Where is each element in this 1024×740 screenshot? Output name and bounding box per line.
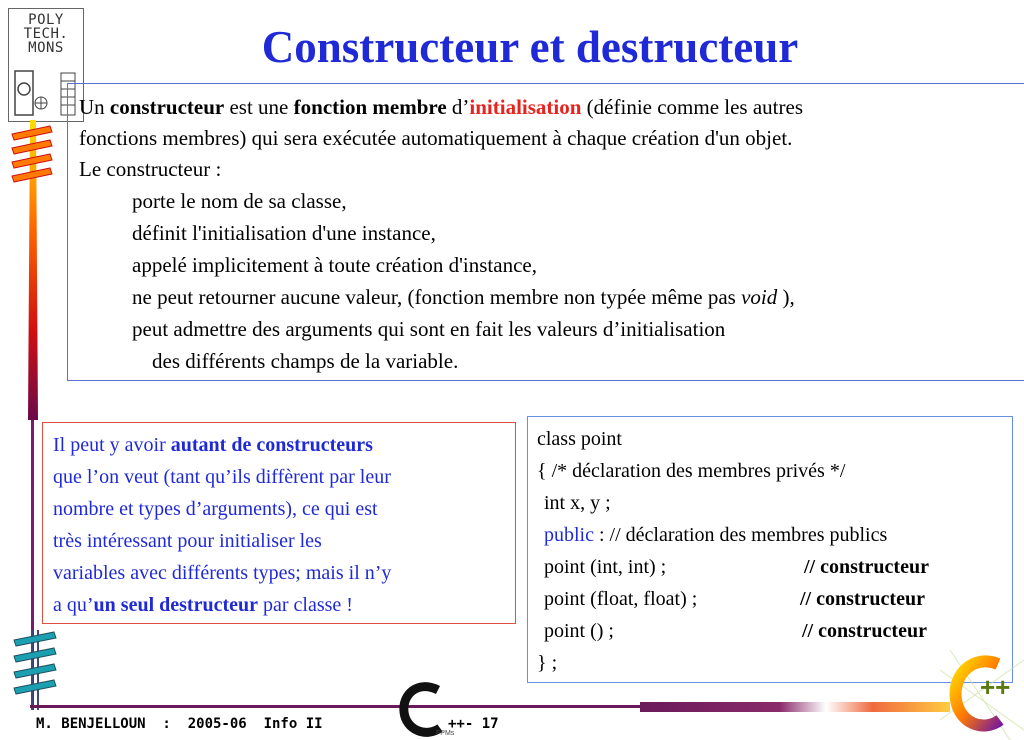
- definition-line-1: Un constructeur est une fonction membre d’initialisation (définie comme les autres: [79, 95, 803, 119]
- code-line: point (float, float) ;: [544, 588, 698, 610]
- code-line: class point: [537, 428, 622, 450]
- code-line: point (int, int) ;: [544, 556, 667, 578]
- code-line: public : // déclaration des membres publics: [544, 524, 888, 546]
- c-plus-plus-color-logo-icon: [940, 650, 1024, 740]
- svg-text:++: ++: [980, 672, 1011, 702]
- definition-line-2: fonctions membres) qui sera exécutée automatiquement à chaque création d'un objet.: [79, 126, 793, 150]
- hash-decoration-icon: [10, 630, 58, 710]
- code-line: int x, y ;: [544, 492, 611, 514]
- constructor-bullet-continuation: des différents champs de la variable.: [152, 349, 459, 373]
- page-title: Constructeur et destructeur: [261, 22, 799, 72]
- code-comment: // constructeur: [800, 588, 925, 610]
- code-example-box: [527, 416, 1013, 683]
- footer-author: M. BENJELLOUN : 2005-06 Info II: [36, 716, 323, 732]
- note-line: très intéressant pour initialiser les: [53, 530, 322, 552]
- note-line: variables avec différents types; mais il n’y: [53, 562, 392, 584]
- code-comment: // constructeur: [804, 556, 929, 578]
- constructor-intro: Le constructeur :: [79, 157, 222, 181]
- flame-decoration-icon: [10, 120, 54, 420]
- footer-bar: [0, 700, 950, 714]
- note-line: nombre et types d’arguments), ce qui est: [53, 498, 378, 520]
- page-number: ++- 17: [448, 716, 499, 732]
- constructor-bullet: définit l'initialisation d'une instance,: [132, 221, 436, 245]
- code-line: { /* déclaration des membres privés */: [537, 460, 846, 482]
- main-definition-box: [67, 83, 1024, 381]
- note-line: a qu’un seul destructeur par classe !: [53, 594, 353, 616]
- code-comment: // constructeur: [802, 620, 927, 642]
- code-line: } ;: [537, 652, 558, 674]
- constructor-bullet: peut admettre des arguments qui sont en fait les valeurs d’initialisation: [132, 317, 726, 341]
- constructor-bullet: ne peut retourner aucune valeur, (fonction membre non typée même pas void ),: [132, 285, 795, 309]
- multiple-constructors-note: [42, 422, 516, 624]
- constructor-bullet: porte le nom de sa classe,: [132, 189, 347, 213]
- note-line: Il peut y avoir autant de constructeurs: [53, 434, 373, 456]
- note-line: que l’on veut (tant qu’ils diffèrent par leur: [53, 466, 391, 488]
- fpms-label: FPMs: [436, 730, 455, 737]
- logo-text: POLY TECH. MONS: [23, 12, 69, 56]
- code-line: point () ;: [544, 620, 614, 642]
- constructor-bullet: appelé implicitement à toute création d'instance,: [132, 253, 537, 277]
- svg-text:+: +: [412, 704, 423, 724]
